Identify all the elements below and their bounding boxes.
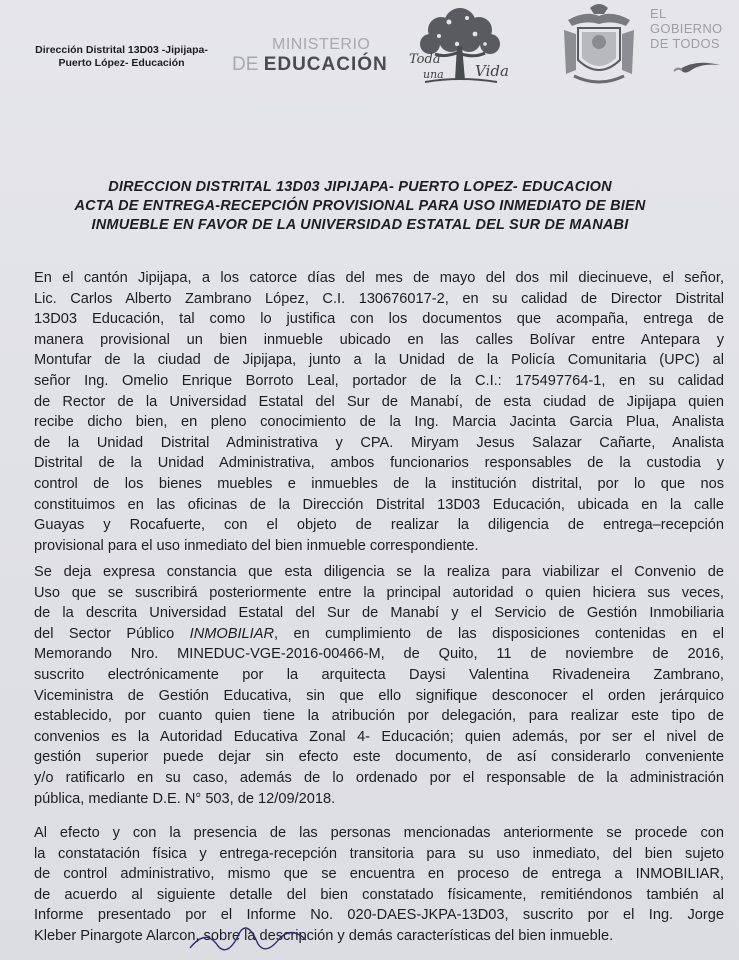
gob-line-3: DE TODOS <box>650 36 720 51</box>
p2-line: gestión superior puede dejar sin efecto este documento, de así considerarlo conveniente <box>34 749 724 766</box>
inmobiliar-italic: INMOBILIAR <box>189 625 275 642</box>
p1-line: Montufar de la ciudad de Jipijapa, junto a la Unidad de la Policía Comunitaria (UPC) al <box>34 352 724 369</box>
letterhead <box>0 0 739 110</box>
gobierno-logo <box>650 6 730 77</box>
paragraph-2 <box>34 562 724 809</box>
p1-line: 13D03 Educación, tal como lo justifica con los documentos que acompaña, entrega de <box>34 311 724 328</box>
district-line-2: Puerto López- Educación <box>58 57 185 69</box>
logo-toda: Toda <box>409 52 441 67</box>
p2-line4-a: del Sector Público <box>34 625 190 642</box>
document-title <box>40 178 680 235</box>
p1-line: señor Ing. Omelio Enrique Borroto Leal, portador de la C.I.: 175497764-1, en su calidad <box>34 372 724 389</box>
p1-line: recibe dicho bien, en pleno conocimiento de la Ing. Marcia Jacinta Garcia Plua, Analista <box>34 414 724 431</box>
district-line-1: Dirección Distrital 13D03 -Jipijapa- <box>35 44 208 56</box>
p2-line: Memorando Nro. MINEDUC-VGE-2016-00466-M, de Quito, 11 de noviembre de 2016, <box>34 646 724 663</box>
p1-line: provisional para el uso inmediato del bien inmueble correspondiente. <box>34 537 479 554</box>
coat-of-arms-icon <box>556 0 642 92</box>
p2-line: Viceministra de Gestión Educativa, sin que ello signifique desconocer el orden jerárquico <box>34 687 724 704</box>
bird-swoosh-icon <box>650 55 722 77</box>
paragraph-1 <box>34 268 724 556</box>
p1-line: de la Unidad Distrital Administrativa y CPA. Miryam Jesus Salazar Cañarte, Analista <box>34 434 724 451</box>
gob-line-1: EL <box>650 6 667 21</box>
p2-line4-c: , en cumplimiento de las disposiciones contenidas en el <box>274 625 724 642</box>
p2-line: de la descrita Universidad Estatal del Sur de Manabí y el Servicio de Gestión Inmobiliaria <box>34 605 724 622</box>
ministry-logo <box>232 36 388 76</box>
p3-line: Al efecto y con la presencia de las personas mencionadas anteriormente se procede con <box>34 825 724 841</box>
p3-line: Kleber Pinargote Alarcon, sobre la descripción y demás características del bien inmueble. <box>34 927 614 944</box>
p2-line: pública, mediante D.E. N° 503, de 12/09/2018. <box>34 790 336 807</box>
p1-line: manera provisional un bien inmueble ubicado en las calles Bolívar entre Antepara y <box>34 331 724 348</box>
p1-line: En el cantón Jipijapa, a los catorce días del mes de mayo del dos mil diecinueve, el señor, <box>34 270 724 286</box>
signature-scribble <box>188 918 308 958</box>
p2-line <box>34 624 724 645</box>
title-line-1: DIRECCION DISTRITAL 13D03 JIPIJAPA- PUERTO LOPEZ- EDUCACION <box>108 179 612 195</box>
ministry-de: DE <box>232 54 259 75</box>
title-line-2: ACTA DE ENTREGA-RECEPCIÓN PROVISIONAL PARA USO INMEDIATO DE BIEN <box>74 198 646 214</box>
tree-logo-icon <box>405 0 515 98</box>
p3-line: de control administrativo, mismo que se encuentra en proceso de entrega a INMOBILIAR, <box>34 866 724 883</box>
p1-line: Distrital de la Unidad Administrativa, ambos funcionarios responsables de la custodia y <box>34 455 724 472</box>
p1-line: Lic. Carlos Alberto Zambrano López, C.I. 130676017-2, en su calidad de Director Distrital <box>34 290 724 307</box>
p2-line: suscrito electrónicamente por la arquitecta Daysi Valentina Rivadeneira Zambrano, <box>34 666 724 683</box>
title-line-3: INMUEBLE EN FAVOR DE LA UNIVERSIDAD ESTATAL DEL SUR DE MANABI <box>91 217 629 233</box>
ministry-word: MINISTERIO <box>272 36 371 53</box>
p2-line: y/o ratificarlo en su caso, además de lo ordenado por el responsable de la administración <box>34 769 724 786</box>
p1-line: control de los bienes muebles e inmuebles de la institución distrital, por lo que nos <box>34 475 724 492</box>
p1-line: Guayas y Rocafuerte, con el objeto de realizar la diligencia de entrega–recepción <box>34 517 724 534</box>
p1-line: de Rector de la Universidad Estatal del Sur de Manabí, de esta ciudad de Jipijapa quien <box>34 393 724 410</box>
ministry-educacion: EDUCACIÓN <box>263 54 388 75</box>
p1-line: constituimos en las oficinas de la Dirección Distrital 13D03 Educación, ubicada en la calle <box>34 496 724 513</box>
logo-vida: Vida <box>475 62 509 80</box>
p3-line: Informe presentado por el Informe No. 020-DAES-JKPA-13D03, suscrito por el Ing. Jorge <box>34 907 724 924</box>
p3-line: de acuerdo al siguiente detalle del bien constatado físicamente, remitiéndonos también al <box>34 886 724 903</box>
p2-line: convenios es la Autoridad Educativa Zonal 4- Educación; quien además, por ser el nivel de <box>34 728 724 745</box>
p2-line: Uso que se suscribirá posteriormente entre la principal autoridad o quien hiciera sus veces, <box>34 584 724 601</box>
paragraph-3 <box>34 823 724 947</box>
gob-line-2: GOBIERNO <box>650 21 723 36</box>
p2-line: establecido, por cuanto quien tiene la atribución por delegación, para realizar este tipo de <box>34 708 724 725</box>
logo-una: una <box>423 68 444 81</box>
p3-line: la constatación física y entrega-recepción transitoria para su uso inmediato, del bien sujeto <box>34 845 724 862</box>
district-office-label <box>14 44 229 70</box>
p2-line: Se deja expresa constancia que esta diligencia se la realiza para viabilizar el Convenio de <box>34 564 724 580</box>
